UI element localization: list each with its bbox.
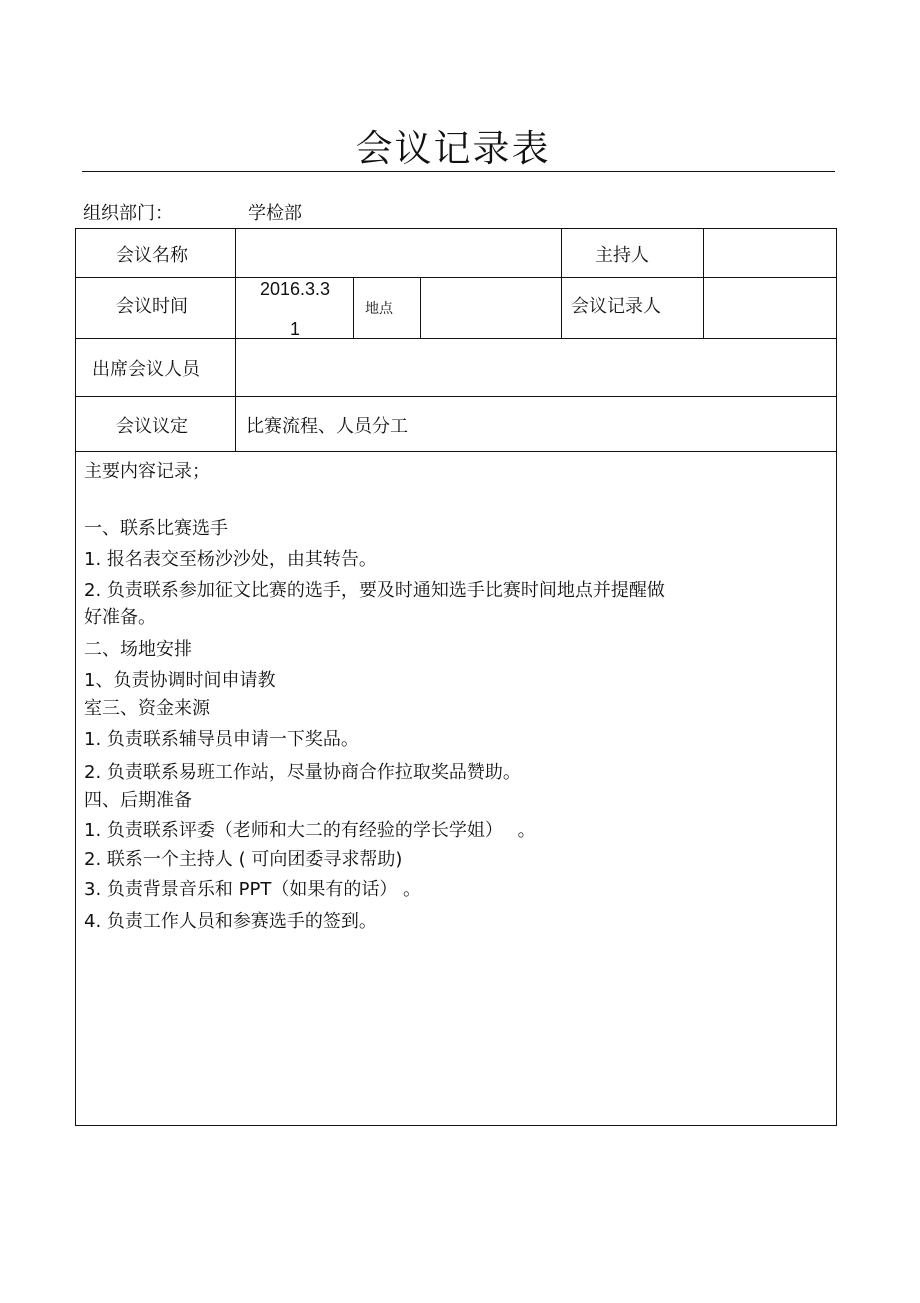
decision-value: 比赛流程、人员分工 <box>246 416 408 437</box>
content-line: 2. 联系一个主持人 ( 可向团委寻求帮助) <box>84 849 403 870</box>
content-line: 2. 负责联系参加征文比赛的选手，要及时通知选手比赛时间地点并提醒做 <box>84 580 665 601</box>
meeting-time-label: 会议时间 <box>116 296 188 317</box>
org-department-value: 学检部 <box>248 203 302 224</box>
host-label: 主持人 <box>595 245 649 266</box>
meeting-time-value-line1: 2016.3.3 <box>259 279 331 299</box>
org-department-label: 组织部门： <box>83 203 173 224</box>
content-line: 好准备。 <box>84 607 156 628</box>
content-line: 1、负责协调时间申请教 <box>84 670 276 691</box>
row-divider <box>76 451 836 452</box>
content-line: 室三、资金来源 <box>84 698 210 719</box>
meeting-time-value-line2: 1 <box>289 319 300 339</box>
row-divider <box>76 396 836 397</box>
content-line: 4. 负责工作人员和参赛选手的签到。 <box>84 911 377 932</box>
title-divider <box>82 171 835 172</box>
recorder-label: 会议记录人 <box>571 296 661 317</box>
meeting-name-label: 会议名称 <box>116 245 188 266</box>
meeting-record-table <box>75 228 837 1126</box>
content-line: 二、场地安排 <box>84 639 192 660</box>
decision-label: 会议议定 <box>116 416 188 437</box>
column-divider <box>420 277 421 338</box>
content-line: 2. 负责联系易班工作站，尽量协商合作拉取奖品赞助。 <box>84 762 521 783</box>
attendees-label: 出席会议人员 <box>92 359 200 380</box>
column-divider <box>561 229 562 338</box>
content-line: 一、联系比赛选手 <box>84 518 228 539</box>
content-line: 1. 负责联系评委（老师和大二的有经验的学长学姐） 。 <box>84 820 536 841</box>
page-title: 会议记录表 <box>355 127 551 170</box>
content-heading: 主要内容记录； <box>84 461 210 482</box>
meeting-time-value <box>236 269 354 349</box>
content-line: 1. 负责联系辅导员申请一下奖品。 <box>84 729 359 750</box>
content-line: 3. 负责背景音乐和 PPT（如果有的话） 。 <box>84 879 422 900</box>
place-label: 地点 <box>365 301 393 317</box>
row-divider <box>76 338 836 339</box>
column-divider <box>703 229 704 338</box>
content-line: 1. 报名表交至杨沙沙处，由其转告。 <box>84 549 377 570</box>
row-divider <box>76 277 836 278</box>
content-line: 四、后期准备 <box>84 790 192 811</box>
